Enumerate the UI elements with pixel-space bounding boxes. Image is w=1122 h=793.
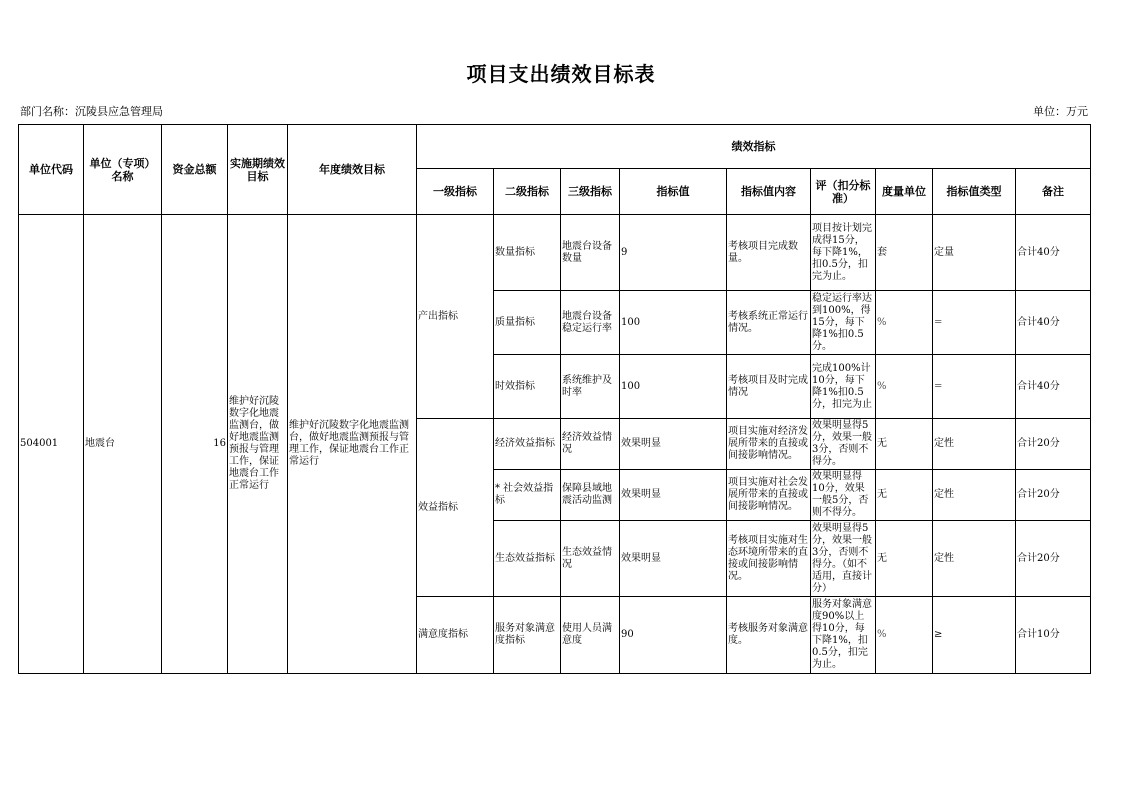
level1-cell: 产出指标 [417, 215, 494, 419]
content-cell: 项目实施对社会发展所带来的直接或间接影响情况。 [727, 470, 811, 521]
header-level3: 三级指标 [561, 169, 620, 215]
table-row [19, 215, 1091, 291]
level2-cell: 数量指标 [494, 215, 561, 291]
content-cell: 考核项目及时完成情况 [727, 355, 811, 419]
header-value-type: 指标值类型 [933, 169, 1016, 215]
value-type-cell: ≥ [933, 597, 1016, 674]
value-cell: 效果明显 [620, 470, 727, 521]
value-type-cell: 定性 [933, 470, 1016, 521]
page-title: 项目支出绩效目标表 [466, 62, 656, 86]
measure-unit-cell: 套 [876, 215, 933, 291]
value-cell: 100 [620, 291, 727, 355]
scoring-cell: 效果明显得5分，效果一般3分，否则不得分。（如不适用，直接计分） [811, 521, 876, 597]
header-value: 指标值 [620, 169, 727, 215]
header-remark: 备注 [1016, 169, 1091, 215]
level3-cell: 经济效益情况 [561, 419, 620, 470]
remark-cell: 合计20分 [1016, 521, 1091, 597]
scoring-cell: 完成100%计10分，每下降1%扣0.5分，扣完为止 [811, 355, 876, 419]
measure-unit-cell: % [876, 597, 933, 674]
level3-cell: 系统维护及时率 [561, 355, 620, 419]
header-value-content: 指标值内容 [727, 169, 811, 215]
measure-unit-cell: 无 [876, 470, 933, 521]
level2-cell: 服务对象满意度指标 [494, 597, 561, 674]
remark-cell: 合计40分 [1016, 355, 1091, 419]
measure-unit-cell: % [876, 355, 933, 419]
scoring-cell: 稳定运行率达到100%，得15分，每下降1%扣0.5分。 [811, 291, 876, 355]
level2-cell: 质量指标 [494, 291, 561, 355]
level2-cell: 经济效益指标 [494, 419, 561, 470]
header-level2: 二级指标 [494, 169, 561, 215]
level3-cell: 保障县域地震活动监测 [561, 470, 620, 521]
header-level1: 一级指标 [417, 169, 494, 215]
value-type-cell: 定性 [933, 419, 1016, 470]
remark-cell: 合计10分 [1016, 597, 1091, 674]
period-goal-cell: 维护好沉陵数字化地震监测台，做好地震监测预报与管理工作，保证地震台工作正常运行 [228, 215, 288, 674]
scoring-cell: 项目按计划完成得15分，每下降1%，扣0.5分，扣完为止。 [811, 215, 876, 291]
content-cell: 考核项目完成数量。 [727, 215, 811, 291]
funds-total-cell: 16 [162, 215, 228, 674]
level1-cell: 满意度指标 [417, 597, 494, 674]
content-cell: 考核项目实施对生态环境所带来的直接或间接影响情况。 [727, 521, 811, 597]
level3-cell: 地震台设备稳定运行率 [561, 291, 620, 355]
remark-cell: 合计20分 [1016, 419, 1091, 470]
header-unit-code: 单位代码 [19, 125, 84, 215]
scoring-cell: 效果明显得10分，效果一般5分，否则不得分。 [811, 470, 876, 521]
header-funds-total: 资金总额 [162, 125, 228, 215]
level3-cell: 使用人员满意度 [561, 597, 620, 674]
scoring-cell: 效果明显得5分，效果一般3分，否则不得分。 [811, 419, 876, 470]
measure-unit-cell: 无 [876, 419, 933, 470]
value-cell: 9 [620, 215, 727, 291]
value-type-cell: = [933, 355, 1016, 419]
header-perf-indicators: 绩效指标 [417, 125, 1091, 169]
value-type-cell: = [933, 291, 1016, 355]
level2-cell: 时效指标 [494, 355, 561, 419]
header-unit-name: 单位（专项）名称 [84, 125, 162, 215]
annual-goal-cell: 维护好沉陵数字化地震监测台，做好地震监测预报与管理工作，保证地震台工作正常运行 [288, 215, 417, 674]
performance-table [18, 124, 1091, 674]
content-cell: 项目实施对经济发展所带来的直接或间接影响情况。 [727, 419, 811, 470]
header-period-goal: 实施期绩效目标 [228, 125, 288, 215]
level2-cell: 生态效益指标 [494, 521, 561, 597]
remark-cell: 合计40分 [1016, 291, 1091, 355]
level1-cell: 效益指标 [417, 419, 494, 597]
unit-label: 单位：万元 [1033, 105, 1088, 118]
department-label: 部门名称：沉陵县应急管理局 [20, 105, 163, 118]
level3-cell: 地震台设备数量 [561, 215, 620, 291]
header-annual-goal: 年度绩效目标 [288, 125, 417, 215]
content-cell: 考核系统正常运行情况。 [727, 291, 811, 355]
level3-cell: 生态效益情况 [561, 521, 620, 597]
measure-unit-cell: 无 [876, 521, 933, 597]
measure-unit-cell: % [876, 291, 933, 355]
unit-code-cell: 504001 [19, 215, 84, 674]
value-type-cell: 定量 [933, 215, 1016, 291]
value-type-cell: 定性 [933, 521, 1016, 597]
level2-cell: * 社会效益指标 [494, 470, 561, 521]
value-cell: 效果明显 [620, 419, 727, 470]
header-scoring: 评（扣分标准） [811, 169, 876, 215]
value-cell: 100 [620, 355, 727, 419]
remark-cell: 合计20分 [1016, 470, 1091, 521]
value-cell: 效果明显 [620, 521, 727, 597]
content-cell: 考核服务对象满意度。 [727, 597, 811, 674]
scoring-cell: 服务对象满意度90%以上得10分，每下降1%，扣0.5分，扣完为止。 [811, 597, 876, 674]
header-measure-unit: 度量单位 [876, 169, 933, 215]
unit-name-cell: 地震台 [84, 215, 162, 674]
remark-cell: 合计40分 [1016, 215, 1091, 291]
header-row-1 [19, 125, 1091, 169]
value-cell: 90 [620, 597, 727, 674]
